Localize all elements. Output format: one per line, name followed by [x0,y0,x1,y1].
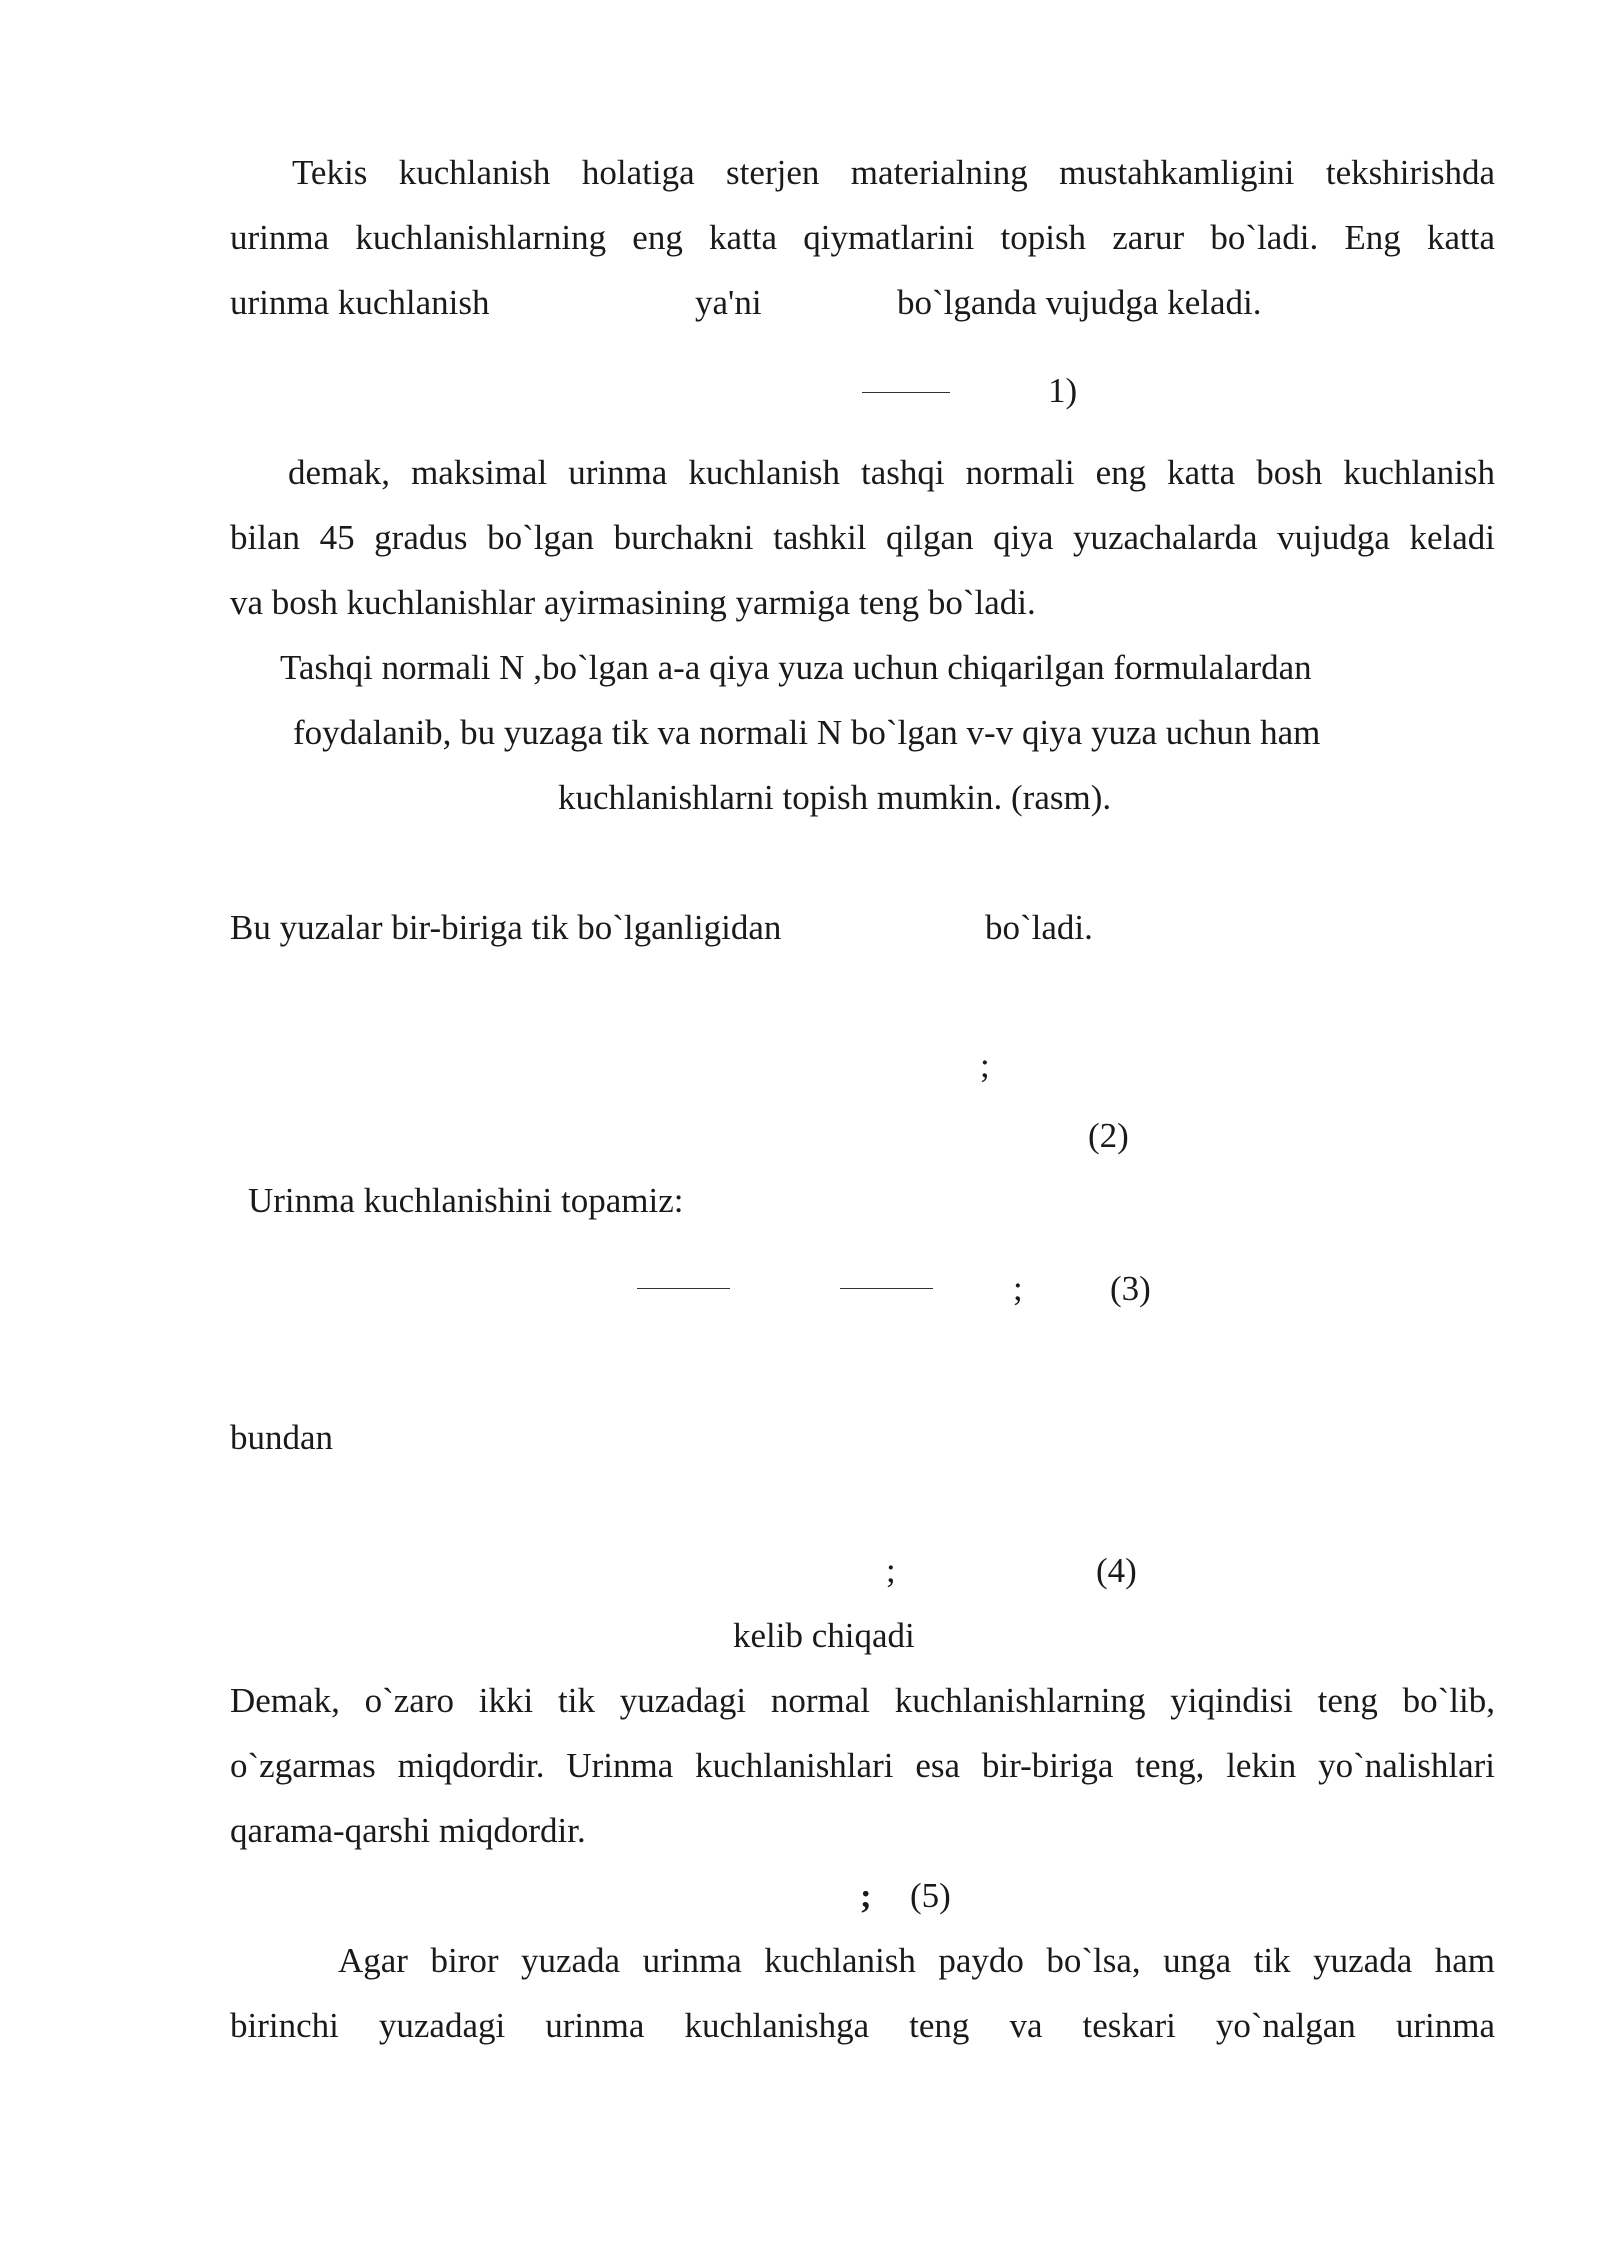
equation-3-fraction-bar-1 [637,1288,730,1289]
paragraph-1-line-3-start: urinma kuchlanish [230,283,490,322]
equation-5-number: (5) [910,1876,951,1915]
paragraph-4-end: bo`ladi. [985,908,1093,947]
equation-2-number: (2) [1088,1116,1129,1155]
equation-3-fraction-bar-2 [840,1288,933,1289]
equation-4-separator: ; [886,1551,896,1590]
paragraph-8-line-1: Demak, o`zaro ikki tik yuzadagi normal kuchlanishlarning yiqindisi teng bo`lib, [230,1681,1495,1720]
equation-3-separator: ; [1013,1269,1023,1308]
paragraph-5: Urinma kuchlanishini topamiz: [248,1181,684,1220]
equation-3-number: (3) [1110,1269,1151,1308]
paragraph-1-line-1: Tekis kuchlanish holatiga sterjen materialning mustahkamligini tekshirishda [292,153,1495,192]
paragraph-8-line-3: qarama-qarshi miqdordir. [230,1811,586,1850]
equation-1-number: 1) [1048,371,1078,410]
paragraph-4-start: Bu yuzalar bir-biriga tik bo`lganligidan [230,908,782,947]
paragraph-1-line-2: urinma kuchlanishlarning eng katta qiymatlarini topish zarur bo`ladi. Eng katta [230,218,1495,257]
paragraph-2-line-2: bilan 45 gradus bo`lgan burchakni tashkil qilgan qiya yuzachalarda vujudga keladi [230,518,1495,557]
paragraph-7: kelib chiqadi [733,1616,915,1655]
paragraph-3-line-2: foydalanib, bu yuzaga tik va normali N bo`lgan v-v qiya yuza uchun ham [293,713,1321,752]
equation-1-fraction-bar [862,392,950,393]
paragraph-3-line-3: kuchlanishlarni topish mumkin. (rasm). [558,778,1112,817]
paragraph-3-line-1: Tashqi normali N ,bo`lgan a-a qiya yuza uchun chiqarilgan formulalardan [280,648,1312,687]
paragraph-6: bundan [230,1418,334,1457]
paragraph-2-line-3: va bosh kuchlanishlar ayirmasining yarmiga teng bo`ladi. [230,583,1036,622]
equation-4-number: (4) [1096,1551,1137,1590]
equation-5-separator: ; [860,1876,872,1915]
paragraph-9-line-1: Agar biror yuzada urinma kuchlanish paydo bo`lsa, unga tik yuzada ham [338,1941,1495,1980]
paragraph-1-line-3-end: bo`lganda vujudga keladi. [897,283,1262,322]
paragraph-2-line-1: demak, maksimal urinma kuchlanish tashqi normali eng katta bosh kuchlanish [288,453,1495,492]
equation-2-separator: ; [980,1046,990,1085]
paragraph-1-line-3-mid: ya'ni [695,283,762,322]
paragraph-8-line-2: o`zgarmas miqdordir. Urinma kuchlanishlari esa bir-biriga teng, lekin yo`nalishlari [230,1746,1495,1785]
paragraph-9-line-2: birinchi yuzadagi urinma kuchlanishga teng va teskari yo`nalgan urinma [230,2006,1495,2045]
